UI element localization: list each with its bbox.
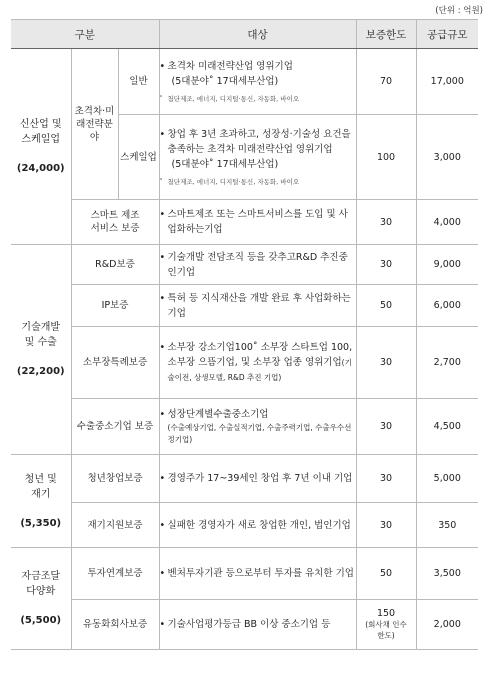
group-funding: 자금조달 다양화 (5,500)	[11, 548, 71, 650]
table-row	[11, 285, 478, 327]
group-amount: (5,350)	[20, 517, 62, 529]
table-row	[11, 327, 478, 399]
program-sobujang: 소부장특례보증	[71, 327, 159, 399]
table-row	[11, 399, 478, 455]
target-restart: • 실패한 경영자가 새로 창업한 개인, 법인기업	[159, 503, 356, 548]
limit-general: 70	[356, 49, 416, 115]
target-smart-manufacturing: • 스마트제조 또는 스마트서비스를 도입 및 사업화하는기업	[159, 200, 356, 245]
table-row	[11, 548, 478, 600]
header-guarantee-limit: 보증한도	[356, 20, 416, 49]
supply-sobujang: 2,700	[416, 327, 478, 399]
limit-restart: 30	[356, 503, 416, 548]
limit-securitize: 150 (회사채 인수한도)	[356, 600, 416, 650]
target-securitize: • 기술사업평가등급 BB 이상 중소기업 등	[159, 600, 356, 650]
program-general: 일반	[118, 49, 159, 115]
target-youth: • 경영주가 17~39세인 창업 후 7년 이내 기업	[159, 455, 356, 503]
group-youth-restart: 청년 및 재기 (5,350)	[11, 455, 71, 548]
target-sobujang: • 소부장 강소기업100˚ 소부장 스타트업 100, 소부장 으뜸기업, 및 소부장 업종 영위기업(기술이전, 상생모델, R&D 추진 기업)	[159, 327, 356, 399]
supply-youth: 5,000	[416, 455, 478, 503]
group-tech-export: 기술개발 및 수출 (22,200)	[11, 245, 71, 455]
supply-scaleup: 3,000	[416, 115, 478, 200]
supply-invest: 3,500	[416, 548, 478, 600]
program-scaleup: 스케일업	[118, 115, 159, 200]
table-row	[11, 245, 478, 285]
limit-smart: 30	[356, 200, 416, 245]
header-target: 대상	[159, 20, 356, 49]
supply-smart: 4,000	[416, 200, 478, 245]
group-amount: (24,000)	[16, 163, 65, 174]
target-export: • 성장단계별수출중소기업 (수출예상기업, 수출실적기업, 수출주력기업, 수출우수선정기업)	[159, 399, 356, 455]
group-amount: (22,200)	[16, 366, 65, 377]
program-rnd: R&D보증	[71, 245, 159, 285]
target-ip: • 특허 등 지식재산을 개발 완료 후 사업화하는 기업	[159, 285, 356, 327]
supply-general: 17,000	[416, 49, 478, 115]
table-row	[11, 49, 478, 115]
program-invest: 투자연계보증	[71, 548, 159, 600]
table-row	[11, 455, 478, 503]
group-new-industry: 신산업 및 스케일업 (24,000)	[11, 49, 71, 245]
unit-note: (단위 : 억원)	[435, 6, 483, 16]
header-category: 구분	[11, 20, 159, 49]
limit-sobujang: 30	[356, 327, 416, 399]
program-export: 수출중소기업 보증	[71, 399, 159, 455]
limit-export: 30	[356, 399, 416, 455]
limit-youth: 30	[356, 455, 416, 503]
header-supply-scale: 공급규모	[416, 20, 478, 49]
limit-invest: 50	[356, 548, 416, 600]
header-row	[11, 20, 478, 49]
target-rnd: • 기술개발 전담조직 등을 갖추고R&D 추진중인기업	[159, 245, 356, 285]
supply-rnd: 9,000	[416, 245, 478, 285]
program-youth: 청년창업보증	[71, 455, 159, 503]
supply-restart: 350	[416, 503, 478, 548]
supply-ip: 6,000	[416, 285, 478, 327]
target-general: • 초격차 미래전략산업 영위기업 (5대분야˚ 17대세부산업) ˚ 첨단제조, 에너지, 디지털·통신, 자동화, 바이오	[159, 49, 356, 115]
guarantee-table	[11, 19, 478, 650]
supply-securitize: 2,000	[416, 600, 478, 650]
sub-category-ultra-gap: 초격차·미래전략분야	[71, 49, 118, 200]
supply-export: 4,500	[416, 399, 478, 455]
program-restart: 재기지원보증	[71, 503, 159, 548]
table-row	[11, 503, 478, 548]
table-row	[11, 200, 478, 245]
program-securitize: 유동화회사보증	[71, 600, 159, 650]
limit-rnd: 30	[356, 245, 416, 285]
limit-ip: 50	[356, 285, 416, 327]
table-row	[11, 600, 478, 650]
group-amount: (5,500)	[20, 615, 62, 626]
target-scaleup: • 창업 후 3년 초과하고, 성장성·기술성 요건을 충족하는 초격차 미래전략산업 영위기업 (5대분야˚ 17대세부산업) ˚ 첨단제조, 에너지, 디지털·통신, 자동화, 바이오	[159, 115, 356, 200]
limit-scaleup: 100	[356, 115, 416, 200]
target-invest: • 벤처투자기관 등으로부터 투자를 유치한 기업	[159, 548, 356, 600]
program-smart-manufacturing: 스마트 제조 서비스 보증	[71, 200, 159, 245]
program-ip: IP보증	[71, 285, 159, 327]
